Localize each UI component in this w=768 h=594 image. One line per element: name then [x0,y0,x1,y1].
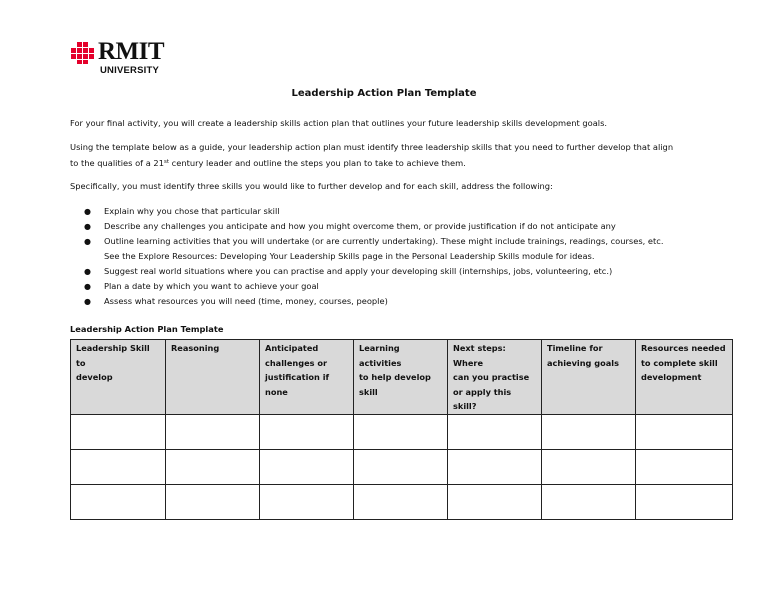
guide-paragraph [70,140,730,171]
list-item [84,294,744,309]
table-row [71,484,733,519]
header-timeline: Timeline for achieving goals [542,340,636,415]
header-next-steps: Next steps: Where can you practise or apply this skill? [448,340,542,415]
list-item-text: Outline learning activities that you will undertake (or are currently undertaking). These might include trainings, readings, courses, etc. [104,236,664,246]
list-item [84,219,744,234]
guide-paragraph-line1: Using the template below as a guide, your leadership action plan must identify three leadership skills that you need to further develop that align [70,142,674,152]
table-cell[interactable] [542,414,636,449]
list-item [84,264,744,279]
list-item-text: Assess what resources you will need (time, money, courses, people) [104,296,388,306]
logo-subtitle: UNIVERSITY [100,65,160,76]
header-reasoning: Reasoning [166,340,260,415]
list-item-text: Plan a date by which you want to achieve your goal [104,281,319,291]
table-cell[interactable] [71,484,166,519]
instructions-paragraph: Specifically, you must identify three skills you would like to further develop and for each skill, address the following: [70,181,553,191]
rmit-logo [70,40,190,78]
table-cell[interactable] [636,414,733,449]
table-title: Leadership Action Plan Template [70,324,224,334]
table-cell[interactable] [354,414,448,449]
table-cell[interactable] [71,449,166,484]
action-plan-table [70,339,733,520]
table-cell[interactable] [448,484,542,519]
bullet-icon: ● [84,297,91,306]
rmit-pixel-logo-icon [70,42,96,64]
table-cell[interactable] [71,414,166,449]
list-item-text: Explain why you chose that particular skill [104,206,280,216]
list-item-text: Describe any challenges you anticipate and how you might overcome them, or provide justification if do not anticipate any [104,221,616,231]
guide-paragraph-line2-end: century leader and outline the steps you plan to take to achieve them. [169,157,466,168]
list-item-continuation: See the Explore Resources: Developing Your Leadership Skills page in the Personal Leadership Skills module for ideas. [104,251,595,261]
bullet-icon: ● [84,237,91,246]
list-item [84,204,744,219]
table-cell[interactable] [166,414,260,449]
table-cell[interactable] [354,484,448,519]
table-cell[interactable] [260,484,354,519]
intro-paragraph: For your final activity, you will create a leadership skills action plan that outlines your future leadership skills development goals. [70,118,608,128]
list-item-text: Suggest real world situations where you can practise and apply your developing skill (internships, jobs, volunteering, etc.) [104,266,613,276]
table-cell[interactable] [354,449,448,484]
table-cell[interactable] [542,449,636,484]
table-cell[interactable] [542,484,636,519]
bullet-icon: ● [84,222,91,231]
table-row [71,414,733,449]
header-leadership-skill: Leadership Skill to develop [71,340,166,415]
table-cell[interactable] [166,449,260,484]
table-row [71,449,733,484]
table-header-row [71,340,733,415]
table-cell[interactable] [260,449,354,484]
header-anticipated-challenges: Anticipated challenges or justification if none [260,340,354,415]
bullet-icon: ● [84,207,91,216]
table-cell[interactable] [260,414,354,449]
table-cell[interactable] [636,449,733,484]
list-item [84,234,744,264]
header-resources-needed: Resources needed to complete skill development [636,340,733,415]
list-item [84,279,744,294]
table-cell[interactable] [636,484,733,519]
logo-wordmark: RMIT [98,38,165,65]
guide-paragraph-line2-start: to the qualities of a 21 [70,157,164,168]
table-cell[interactable] [166,484,260,519]
ordinal-suffix: st [163,158,170,165]
bullet-icon: ● [84,267,91,276]
header-learning-activities: Learning activities to help develop skill [354,340,448,415]
bullet-icon: ● [84,282,91,291]
table-cell[interactable] [448,414,542,449]
document-title: Leadership Action Plan Template [291,88,477,99]
requirements-list [84,204,744,309]
table-cell[interactable] [448,449,542,484]
